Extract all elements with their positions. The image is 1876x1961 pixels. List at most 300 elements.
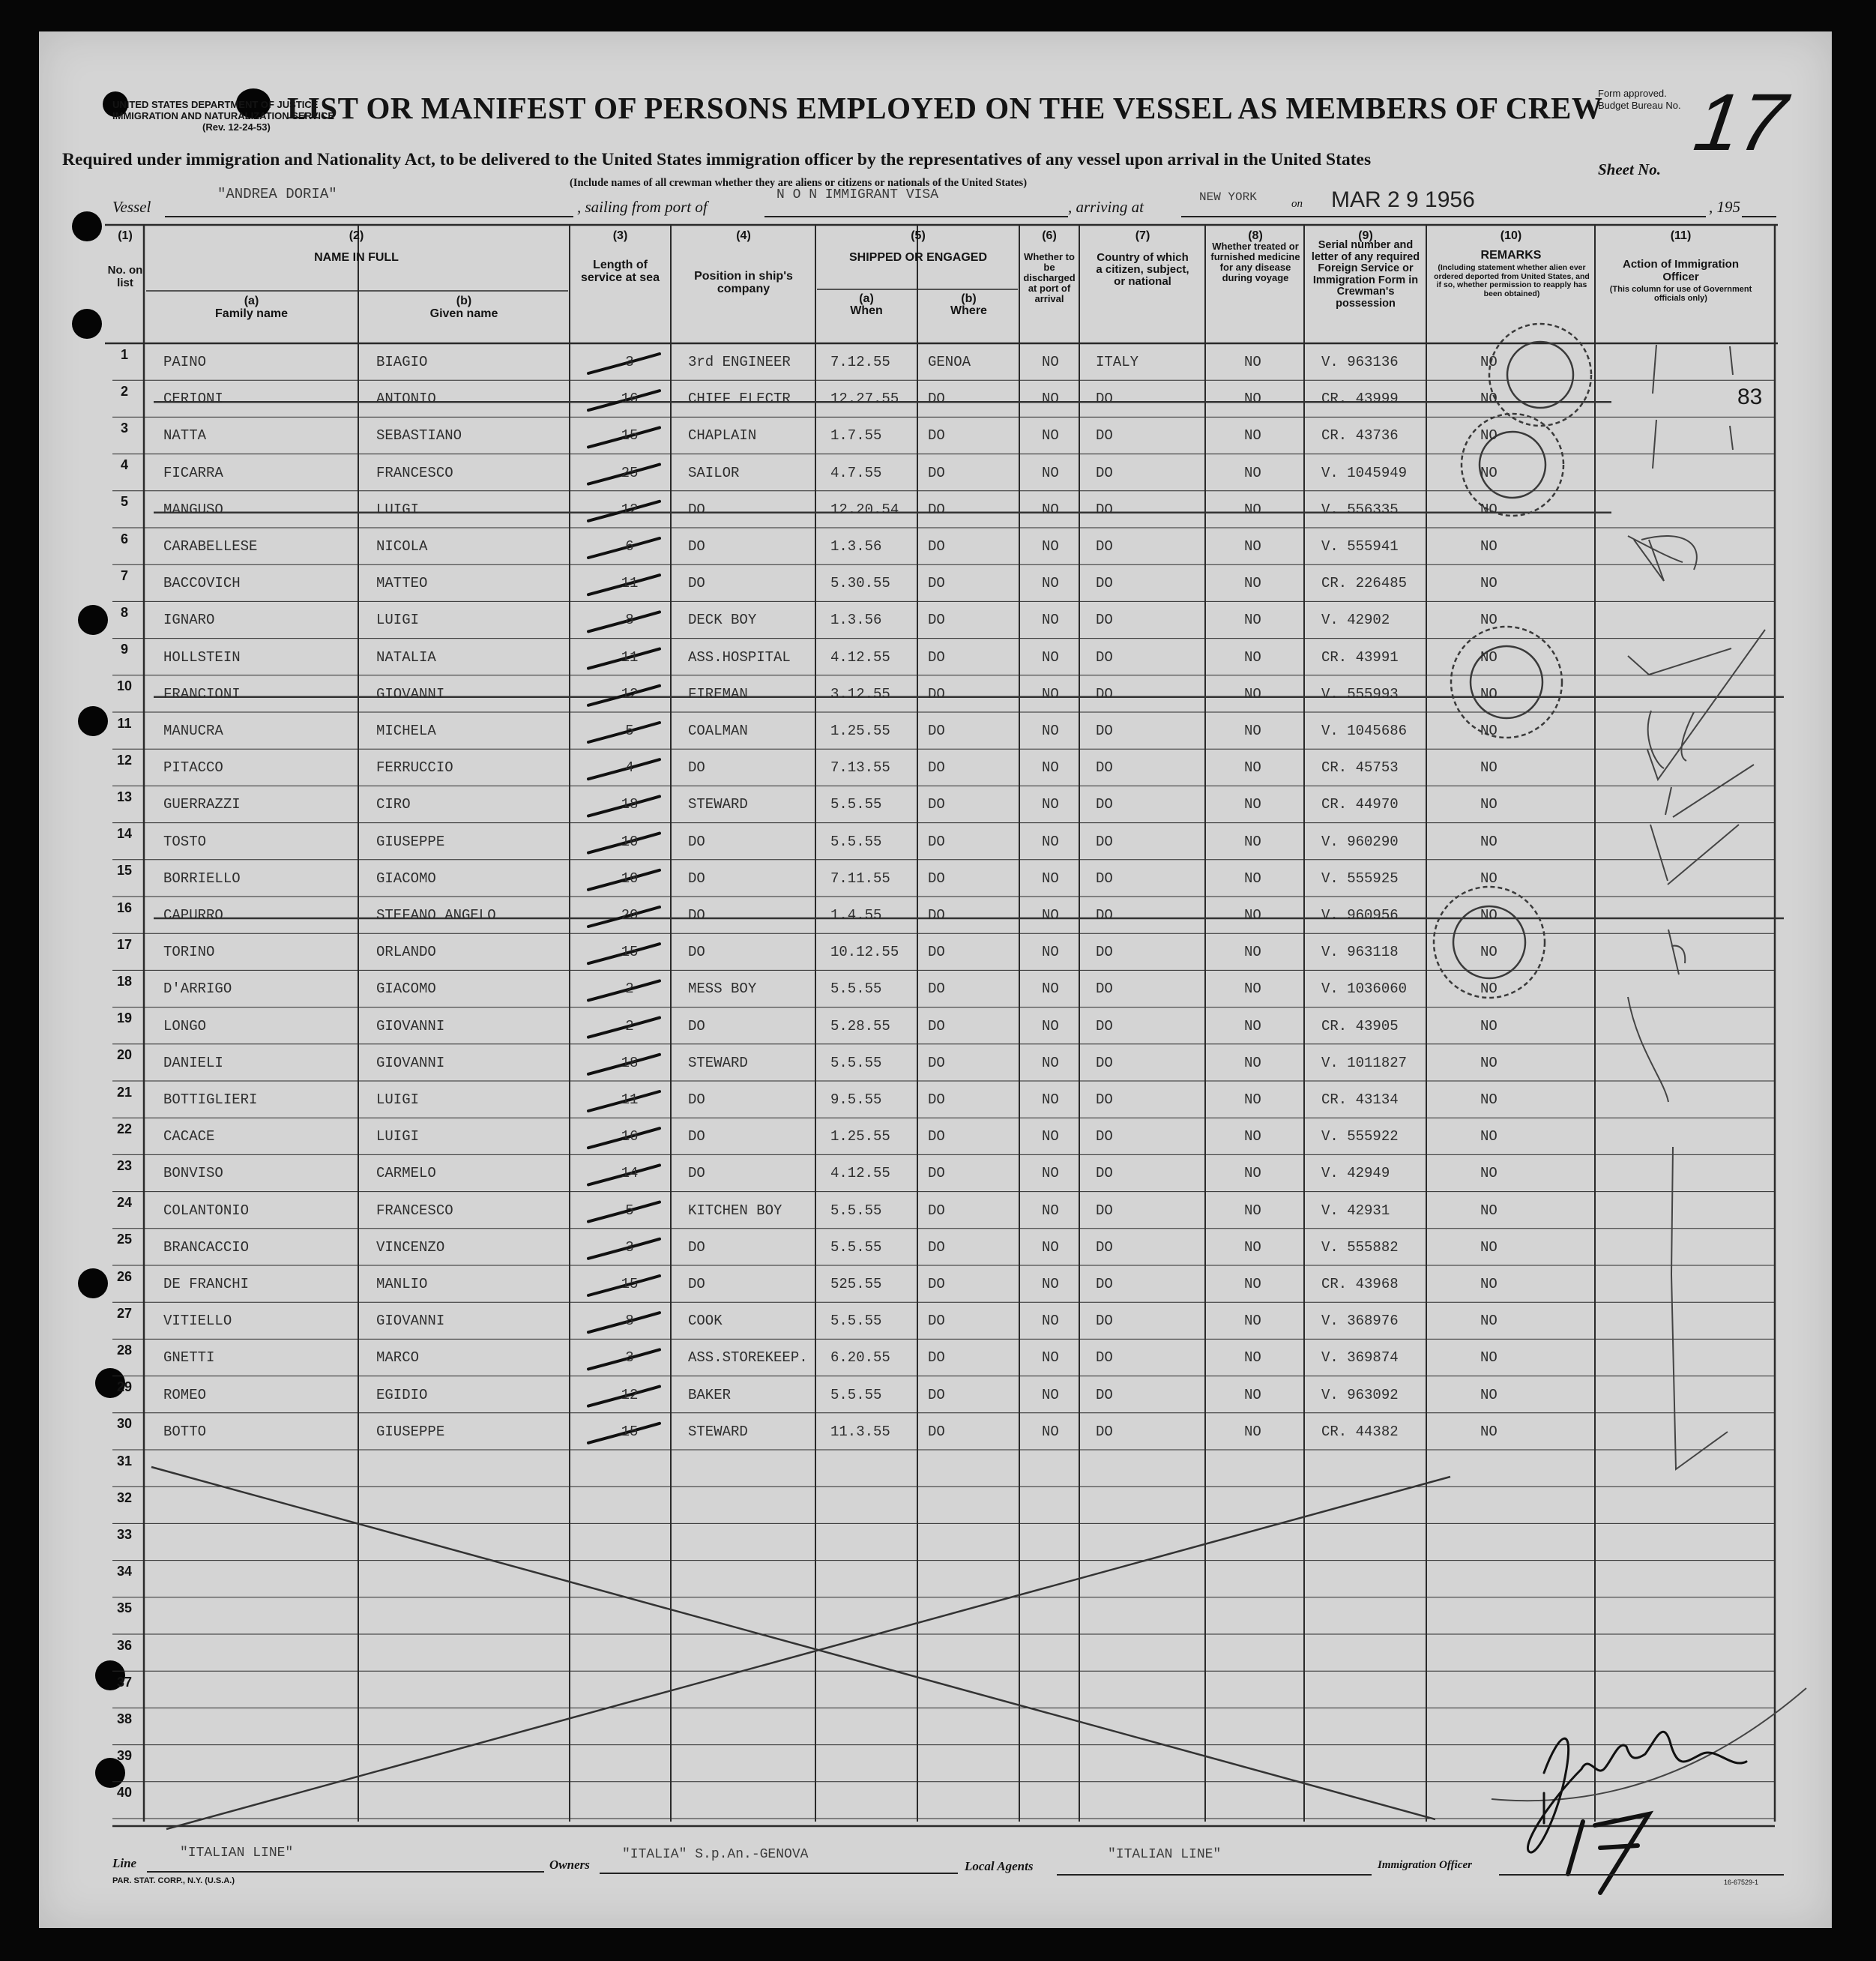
cell-serial: CR. 43991 (1321, 648, 1399, 666)
col-10-header: REMARKS (1480, 249, 1542, 262)
cell-serial: V. 960956 (1321, 907, 1399, 924)
cell-medicine: NO (1244, 980, 1261, 998)
cell-country: DO (1096, 612, 1113, 629)
cell-given: BIAGIO (376, 354, 428, 370)
row-number: 8 (120, 605, 128, 620)
cell-position: 3rd ENGINEER (688, 354, 791, 370)
cell-discharged: NO (1042, 575, 1059, 592)
cell-remarks: NO (1480, 1165, 1498, 1182)
cell-serial: V. 555882 (1321, 1238, 1399, 1256)
cell-family: GUERRAZZI (163, 796, 241, 813)
row-number: 31 (116, 1453, 133, 1469)
row-number: 30 (116, 1416, 133, 1432)
cell-medicine: NO (1244, 1054, 1261, 1071)
cell-where: DO (928, 870, 945, 887)
cell-country: DO (1096, 391, 1113, 408)
cell-country: DO (1096, 1017, 1113, 1034)
cell-position: DECK BOY (688, 612, 757, 629)
cell-discharged: NO (1042, 833, 1059, 850)
cell-when: 5.5.55 (830, 796, 882, 813)
cell-remarks: NO (1480, 1202, 1498, 1219)
row-number: 39 (116, 1748, 133, 1764)
cell-country: DO (1096, 1313, 1113, 1330)
cell-serial: CR. 43999 (1321, 391, 1399, 408)
row-number: 34 (116, 1564, 133, 1579)
cell-where: DO (928, 1386, 945, 1403)
cell-country: DO (1096, 1276, 1113, 1292)
cell-medicine: NO (1244, 1202, 1261, 1219)
include-note: (Include names of all crewman whether they are aliens or citizens or nationals of the United States) (570, 177, 1028, 189)
cell-position: COOK (688, 1313, 723, 1330)
cell-where: DO (928, 685, 945, 702)
cell-serial: V. 1045686 (1321, 723, 1408, 739)
cell-discharged: NO (1042, 354, 1059, 370)
cell-where: DO (928, 501, 945, 518)
cell-remarks: NO (1480, 980, 1498, 998)
cell-family: COLANTONIO (163, 1202, 250, 1219)
cell-where: DO (928, 1349, 945, 1367)
cell-position: DO (688, 1238, 705, 1256)
cell-when: 1.3.56 (830, 612, 882, 629)
cell-medicine: NO (1244, 464, 1261, 481)
cell-family: CAPURRO (163, 907, 223, 924)
cell-family: BOTTIGLIERI (163, 1091, 258, 1108)
cell-medicine: NO (1244, 391, 1261, 408)
cell-family: TOSTO (163, 833, 207, 850)
cell-medicine: NO (1244, 1165, 1261, 1182)
cell-where: DO (928, 464, 945, 481)
cell-where: DO (928, 427, 945, 445)
cell-where: DO (928, 759, 945, 777)
cell-discharged: NO (1042, 1276, 1059, 1292)
cell-discharged: NO (1042, 980, 1059, 998)
cell-country: DO (1096, 1202, 1113, 1219)
cell-family: HOLLSTEIN (163, 648, 241, 666)
cell-family: VITIELLO (163, 1313, 232, 1330)
cell-length: 3 (625, 1349, 634, 1367)
cell-where: DO (928, 391, 945, 408)
cell-remarks: NO (1480, 1423, 1498, 1440)
cell-family: PITACCO (163, 759, 223, 777)
row-number: 5 (120, 494, 128, 510)
cell-discharged: NO (1042, 464, 1059, 481)
cell-discharged: NO (1042, 1017, 1059, 1034)
cell-remarks: NO (1480, 1128, 1498, 1145)
cell-when: 5.28.55 (830, 1017, 890, 1034)
row-number: 21 (116, 1084, 133, 1100)
cell-where: DO (928, 1091, 945, 1108)
officer-marks (1492, 345, 1806, 1801)
cell-serial: V. 1045949 (1321, 464, 1408, 481)
cell-serial: CR. 45753 (1321, 759, 1399, 777)
cell-length: 2 (625, 980, 634, 998)
cell-given: LUIGI (376, 612, 420, 629)
cell-country: DO (1096, 759, 1113, 777)
cell-country: DO (1096, 1128, 1113, 1145)
sheet-label: Sheet No. (1598, 160, 1661, 178)
cell-position: ASS.HOSPITAL (688, 648, 791, 666)
row-number: 22 (116, 1121, 133, 1136)
col-7-header: Country of which a citizen, subject, or national (1096, 251, 1189, 288)
col-10-num: (10) (1500, 229, 1522, 242)
cell-country: DO (1096, 464, 1113, 481)
cell-country: ITALY (1096, 354, 1139, 370)
cell-position: MESS BOY (688, 980, 757, 998)
cell-serial: V. 42931 (1321, 1202, 1390, 1219)
cell-where: DO (928, 833, 945, 850)
row-number: 6 (120, 531, 128, 546)
cell-remarks: NO (1480, 1054, 1498, 1071)
cell-position: DO (688, 1276, 705, 1292)
cell-medicine: NO (1244, 648, 1261, 666)
cell-family: LONGO (163, 1017, 207, 1034)
cell-length: 12 (621, 685, 639, 702)
cell-family: DANIELI (163, 1054, 223, 1071)
cell-length: 14 (621, 1165, 639, 1182)
owners-value: "ITALIA" S.p.An.-GENOVA (622, 1847, 809, 1862)
cell-discharged: NO (1042, 648, 1059, 666)
cell-discharged: NO (1042, 1423, 1059, 1440)
cell-where: DO (928, 980, 945, 998)
cell-position: ASS.STOREKEEP. (688, 1349, 808, 1367)
cell-family: PAINO (163, 354, 207, 370)
row-number: 9 (120, 642, 128, 657)
cell-where: DO (928, 944, 945, 961)
cell-when: 12.20.54 (830, 501, 899, 518)
cell-medicine: NO (1244, 833, 1261, 850)
cell-country: DO (1096, 1423, 1113, 1440)
cell-medicine: NO (1244, 1349, 1261, 1367)
row-number: 12 (116, 752, 133, 768)
cell-length: 11 (621, 575, 639, 592)
cell-given: CIRO (376, 796, 411, 813)
cell-country: DO (1096, 1238, 1113, 1256)
cell-given: MANLIO (376, 1276, 428, 1292)
col-8-num: (8) (1248, 229, 1263, 242)
col-1-num: (1) (118, 229, 133, 242)
cell-remarks: NO (1480, 833, 1498, 850)
col-8-header: Whether treated or furnished medicine for any disease during voyage (1210, 241, 1300, 283)
cell-discharged: NO (1042, 759, 1059, 777)
cell-family: NATTA (163, 427, 207, 445)
cell-serial: V. 963092 (1321, 1386, 1399, 1403)
cell-position: DO (688, 538, 705, 555)
cell-length: 11 (621, 648, 639, 666)
col-3-header: Length of service at sea (581, 259, 660, 284)
cell-medicine: NO (1244, 575, 1261, 592)
cell-given: EGIDIO (376, 1386, 428, 1403)
col-6-header: Whether to be discharged at port of arrival (1023, 251, 1076, 304)
cell-discharged: NO (1042, 944, 1059, 961)
cell-length: 15 (621, 427, 639, 445)
cell-medicine: NO (1244, 907, 1261, 924)
cell-medicine: NO (1244, 1017, 1261, 1034)
cell-position: COALMAN (688, 723, 748, 739)
cell-family: BOTTO (163, 1423, 207, 1440)
cell-serial: V. 555922 (1321, 1128, 1399, 1145)
form-code: 16-67529-1 (1724, 1879, 1759, 1886)
cell-remarks: NO (1480, 648, 1498, 666)
cell-medicine: NO (1244, 1423, 1261, 1440)
cell-position: CHIEF ELECTR (688, 391, 791, 408)
col-10-subheader: (Including statement whether alien ever ordered deported from United States, and if so, whether permission to reapply has been obtained) (1434, 263, 1590, 298)
cell-country: DO (1096, 796, 1113, 813)
cell-length: 3 (625, 354, 634, 370)
cell-given: GIUSEPPE (376, 833, 445, 850)
cell-when: 1.25.55 (830, 1128, 890, 1145)
page-subtitle: Required under immigration and Nationality Act, to be delivered to the United States immigration officer by the representatives of any vessel upon arrival in the United States (62, 150, 1372, 169)
cell-length: 8 (625, 1313, 634, 1330)
cell-position: DO (688, 907, 705, 924)
cell-when: 10.12.55 (830, 944, 899, 961)
cell-length: 15 (621, 1276, 639, 1292)
cell-where: DO (928, 538, 945, 555)
cell-remarks: NO (1480, 796, 1498, 813)
cell-family: TORINO (163, 944, 215, 961)
cell-given: NICOLA (376, 538, 428, 555)
cell-given: FRANCESCO (376, 1202, 453, 1219)
row-number: 2 (120, 383, 128, 399)
cell-family: IGNARO (163, 612, 215, 629)
cell-length: 8 (625, 612, 634, 629)
cell-family: FRANCIONI (163, 685, 241, 702)
cell-discharged: NO (1042, 501, 1059, 518)
cell-serial: V. 556335 (1321, 501, 1399, 518)
cell-length: 18 (621, 1054, 639, 1071)
cell-where: DO (928, 796, 945, 813)
form-approved: Form approved. (1598, 88, 1667, 99)
row-number: 37 (116, 1674, 133, 1690)
col-2-num: (2) (349, 229, 364, 242)
agency-line-2: IMMIGRATION AND NATURALIZATION SERVICE (112, 110, 335, 121)
cell-length: 3 (625, 1238, 634, 1256)
cell-discharged: NO (1042, 1165, 1059, 1182)
cell-country: DO (1096, 1091, 1113, 1108)
cell-remarks: NO (1480, 538, 1498, 555)
cell-remarks: NO (1480, 612, 1498, 629)
cell-family: GNETTI (163, 1349, 215, 1367)
cell-when: 4.12.55 (830, 648, 890, 666)
cell-given: GIOVANNI (376, 1313, 445, 1330)
col-11-header: Action of Immigration Officer (1623, 258, 1739, 283)
cell-when: 7.13.55 (830, 759, 890, 777)
cell-when: 5.5.55 (830, 1238, 882, 1256)
cell-country: DO (1096, 723, 1113, 739)
col-2-header: NAME IN FULL (314, 251, 399, 264)
arriving-label: , arriving at (1068, 198, 1144, 216)
cell-given: GIACOMO (376, 870, 436, 887)
cell-discharged: NO (1042, 685, 1059, 702)
cell-when: 5.5.55 (830, 833, 882, 850)
cell-position: DO (688, 870, 705, 887)
cell-length: 10 (621, 870, 639, 887)
cell-given: GIOVANNI (376, 1054, 445, 1071)
agents-value: "ITALIAN LINE" (1108, 1847, 1222, 1862)
cell-medicine: NO (1244, 538, 1261, 555)
cell-serial: CR. 44382 (1321, 1423, 1399, 1440)
cell-country: DO (1096, 501, 1113, 518)
row-number: 25 (116, 1232, 133, 1247)
cell-where: DO (928, 648, 945, 666)
row-number: 40 (116, 1785, 133, 1801)
cell-medicine: NO (1244, 759, 1261, 777)
row-number: 33 (116, 1527, 133, 1542)
void-cross (151, 1467, 1450, 1829)
col-2b-num: (b) (456, 295, 472, 307)
col-6-num: (6) (1042, 229, 1057, 242)
col-9-header: Serial number and letter of any required Foreign Service or Immigration Form in Crewman's possession (1311, 239, 1420, 310)
cell-where: DO (928, 723, 945, 739)
cell-when: 1.3.56 (830, 538, 882, 555)
cell-remarks: NO (1480, 1386, 1498, 1403)
cell-medicine: NO (1244, 612, 1261, 629)
cell-when: 6.20.55 (830, 1349, 890, 1367)
row-number: 35 (116, 1600, 133, 1616)
cell-country: DO (1096, 980, 1113, 998)
cell-serial: V. 42902 (1321, 612, 1390, 629)
cell-medicine: NO (1244, 1276, 1261, 1292)
cell-serial: V. 963136 (1321, 354, 1399, 370)
cell-when: 7.12.55 (830, 354, 890, 370)
cell-medicine: NO (1244, 1091, 1261, 1108)
cell-remarks: NO (1480, 501, 1498, 518)
arrival-date: MAR 2 9 1956 (1331, 187, 1475, 212)
cell-family: BRANCACCIO (163, 1238, 250, 1256)
cell-where: DO (928, 1238, 945, 1256)
cell-given: GIOVANNI (376, 1017, 445, 1034)
cell-where: DO (928, 1423, 945, 1440)
cell-discharged: NO (1042, 1349, 1059, 1367)
cell-discharged: NO (1042, 1313, 1059, 1330)
cell-when: 7.11.55 (830, 870, 890, 887)
cell-remarks: NO (1480, 1017, 1498, 1034)
col-11-num: (11) (1670, 229, 1692, 242)
cell-when: 1.25.55 (830, 723, 890, 739)
sheet-number: 17 (1689, 76, 1792, 167)
row-number: 11 (117, 715, 132, 731)
cell-country: DO (1096, 907, 1113, 924)
cell-position: KITCHEN BOY (688, 1202, 782, 1219)
cell-remarks: NO (1480, 1349, 1498, 1367)
cell-serial: V. 369874 (1321, 1349, 1399, 1367)
cell-when: 4.12.55 (830, 1165, 890, 1182)
cell-country: DO (1096, 870, 1113, 887)
cell-where: DO (928, 1054, 945, 1071)
cell-length: 18 (621, 796, 639, 813)
cell-given: SEBASTIANO (376, 427, 462, 445)
cell-family: CERIONI (163, 391, 223, 408)
cell-when: 5.5.55 (830, 1386, 882, 1403)
vessel-name: "ANDREA DORIA" (217, 186, 337, 202)
cell-medicine: NO (1244, 427, 1261, 445)
cell-family: MANGUSO (163, 501, 223, 518)
officer-label: Immigration Officer (1378, 1859, 1472, 1871)
cell-where: DO (928, 612, 945, 629)
cell-discharged: NO (1042, 723, 1059, 739)
row-number: 15 (116, 863, 133, 879)
cell-country: DO (1096, 1386, 1113, 1403)
cell-family: FICARRA (163, 464, 223, 481)
cell-length: 4 (625, 759, 634, 777)
cell-discharged: NO (1042, 427, 1059, 445)
row-number: 7 (120, 567, 128, 583)
cell-length: 16 (621, 1128, 639, 1145)
cell-when: 9.5.55 (830, 1091, 882, 1108)
cell-when: 5.5.55 (830, 980, 882, 998)
cell-when: 11.3.55 (830, 1423, 890, 1440)
cell-when: 5.30.55 (830, 575, 890, 592)
cell-remarks: NO (1480, 1238, 1498, 1256)
col-11-subheader: (This column for use of Government officials only) (1609, 285, 1752, 303)
cell-length: 11 (621, 1091, 639, 1108)
cell-medicine: NO (1244, 796, 1261, 813)
cell-given: GIUSEPPE (376, 1423, 445, 1440)
cell-discharged: NO (1042, 796, 1059, 813)
cell-length: 15 (621, 1423, 639, 1440)
cell-discharged: NO (1042, 1386, 1059, 1403)
col-7-num: (7) (1135, 229, 1150, 242)
col-1-header: No. on list (107, 264, 143, 289)
cell-where: DO (928, 907, 945, 924)
cell-length: 12 (621, 1386, 639, 1403)
cell-given: LUIGI (376, 501, 420, 518)
row-number: 24 (116, 1195, 133, 1211)
cell-given: FRANCESCO (376, 464, 453, 481)
line-label: Line (112, 1856, 137, 1870)
cell-position: DO (688, 944, 705, 961)
sailing-label: , sailing from port of (577, 198, 708, 216)
cell-remarks: NO (1480, 944, 1498, 961)
vessel-label: Vessel (112, 198, 151, 216)
cell-position: DO (688, 833, 705, 850)
agents-label: Local Agents (965, 1859, 1034, 1873)
cell-remarks: NO (1480, 1091, 1498, 1108)
cell-given: MICHELA (376, 723, 436, 739)
sailing-value: N O N IMMIGRANT VISA (776, 187, 939, 202)
cell-serial: V. 368976 (1321, 1313, 1399, 1330)
cell-position: DO (688, 1128, 705, 1145)
cell-where: DO (928, 1128, 945, 1145)
cell-length: 20 (621, 907, 639, 924)
col-5a-header: When (850, 304, 883, 317)
cell-family: BACCOVICH (163, 575, 241, 592)
page-title: LIST OR MANIFEST OF PERSONS EMPLOYED ON THE VESSEL AS MEMBERS OF CREW (287, 91, 1603, 125)
on-label: on (1291, 198, 1303, 210)
cell-given: VINCENZO (376, 1238, 445, 1256)
cell-serial: CR. 43134 (1321, 1091, 1399, 1108)
col-2a-header: Family name (215, 307, 288, 320)
cell-length: 12 (621, 501, 639, 518)
cell-country: DO (1096, 538, 1113, 555)
cell-medicine: NO (1244, 1313, 1261, 1330)
row-number: 36 (116, 1637, 133, 1653)
cell-remarks: NO (1480, 464, 1498, 481)
cell-country: DO (1096, 833, 1113, 850)
cell-medicine: NO (1244, 1128, 1261, 1145)
col-5-num: (5) (911, 229, 926, 242)
col-5a-num: (a) (859, 292, 874, 305)
row-number: 14 (116, 826, 133, 842)
col-4-num: (4) (736, 229, 751, 242)
cell-position: STEWARD (688, 1054, 748, 1071)
cell-position: DO (688, 1091, 705, 1108)
cell-position: CHAPLAIN (688, 427, 757, 445)
row-number: 18 (116, 974, 133, 989)
arriving-value: NEW YORK (1199, 190, 1257, 204)
cell-position: DO (688, 759, 705, 777)
cell-position: DO (688, 1165, 705, 1182)
cell-medicine: NO (1244, 685, 1261, 702)
